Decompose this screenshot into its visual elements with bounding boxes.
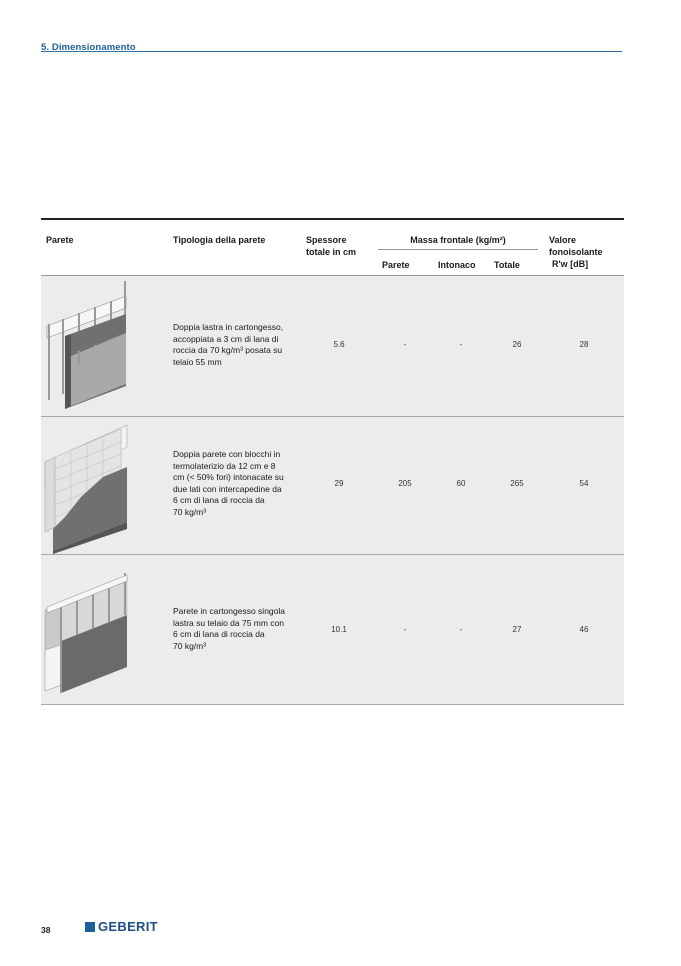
col-header-thickness-line1: Spessore [306,235,347,245]
cell-mass-plaster: - [459,625,463,634]
logo-square-icon [85,922,95,932]
section-header [41,37,622,52]
cell-thickness: 10.1 [331,625,347,634]
page-number: 38 [41,925,51,935]
cell-mass-total: 26 [512,340,522,349]
cell-mass-total: 265 [510,479,524,488]
table-row [41,555,624,705]
cell-rw: 46 [579,625,589,634]
row-description: Parete in cartongesso singola lastra su telaio da 75 mm con 6 cm di lana di roccia da 70 kg/m³ [173,606,285,651]
cell-mass-plaster: 60 [456,479,466,488]
col-header-mass-group: Massa frontale (kg/m²) [410,235,506,245]
cell-mass-wall: 205 [398,479,412,488]
cell-thickness: 5.6 [333,340,345,349]
col-header-sound [549,234,603,270]
col-header-mass-wall: Parete [382,260,410,270]
cell-mass-wall: - [403,340,407,349]
cell-mass-total: 27 [512,625,522,634]
col-header-mass-plaster: Intonaco [438,260,476,270]
cell-mass-wall: - [403,625,407,634]
logo-text: GEBERIT [98,919,158,934]
row-description: Doppia lastra in cartongesso, accoppiata a 3 cm di lana di roccia da 70 kg/m³ posata su telaio 55 mm [173,322,284,367]
table-header [41,220,624,276]
cell-thickness: 29 [334,479,344,488]
cell-mass-plaster: - [459,340,463,349]
col-header-wall: Parete [46,235,74,245]
col-header-thickness [306,234,356,258]
cell-rw: 28 [579,340,589,349]
row-description: Doppia parete con blocchi in termolaterizio da 12 cm e 8 cm (< 50% fori) intonacate su due lati con intercapedine da 6 cm di lana di roccia da 70 kg/m³ [173,449,284,517]
col-header-type: Tipologia della parete [173,235,266,245]
cell-rw: 54 [579,479,589,488]
col-header-thickness-line2: totale in cm [306,247,357,257]
table-row [41,276,624,417]
drywall-double-board-illustration [41,276,141,416]
wall-table [41,218,624,705]
table-row [41,417,624,555]
col-header-sound-line2: fonoisolante [549,247,603,257]
masonry-double-wall-illustration [41,417,141,554]
col-header-sound-line3: R'w [dB] [552,259,589,269]
col-header-mass-total: Totale [494,260,520,270]
mass-group-rule [378,249,538,250]
col-header-sound-line1: Valore [549,235,577,245]
section-title: 5. Dimensionamento [41,42,136,53]
drywall-single-board-illustration [41,555,141,704]
geberit-logo [85,919,158,934]
